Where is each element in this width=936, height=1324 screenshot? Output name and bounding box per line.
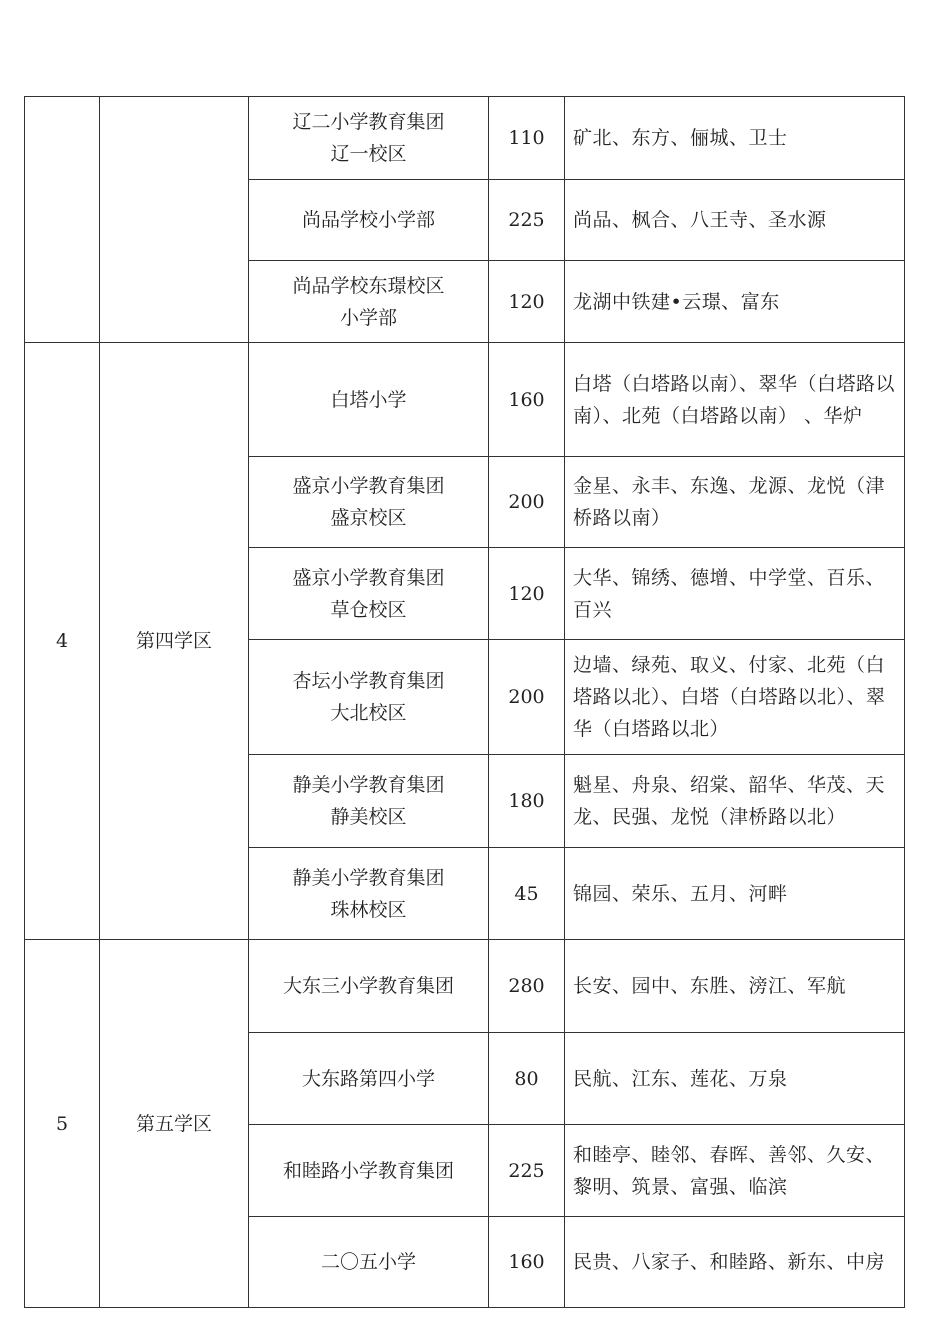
quota-cell: 200 xyxy=(489,457,565,548)
area-cell: 和睦亭、睦邻、春晖、善邻、久安、黎明、筑景、富强、临滨 xyxy=(565,1125,905,1217)
area-cell: 尚品、枫合、八王寺、圣水源 xyxy=(565,180,905,261)
quota-cell: 225 xyxy=(489,180,565,261)
quota-cell: 120 xyxy=(489,548,565,640)
school-name-cell: 和睦路小学教育集团 xyxy=(249,1125,489,1217)
area-cell: 长安、园中、东胜、滂江、军航 xyxy=(565,940,905,1033)
area-cell: 民贵、八家子、和睦路、新东、中房 xyxy=(565,1217,905,1308)
table-row xyxy=(25,940,905,1033)
school-name-cell: 辽二小学教育集团 辽一校区 xyxy=(249,97,489,180)
area-cell: 民航、江东、莲花、万泉 xyxy=(565,1033,905,1125)
table-row xyxy=(25,343,905,457)
school-name-cell: 白塔小学 xyxy=(249,343,489,457)
area-cell: 大华、锦绣、德增、中学堂、百乐、百兴 xyxy=(565,548,905,640)
district-name-cell: 第四学区 xyxy=(100,343,249,940)
school-name-cell: 二〇五小学 xyxy=(249,1217,489,1308)
quota-cell: 180 xyxy=(489,755,565,848)
area-cell: 白塔（白塔路以南）、翠华（白塔路以南）、北苑（白塔路以南） 、华炉 xyxy=(565,343,905,457)
school-name-cell: 盛京小学教育集团 草仓校区 xyxy=(249,548,489,640)
quota-cell: 45 xyxy=(489,848,565,940)
district-name-cell: 第五学区 xyxy=(100,940,249,1308)
quota-cell: 110 xyxy=(489,97,565,180)
school-name-cell: 尚品学校小学部 xyxy=(249,180,489,261)
area-cell: 矿北、东方、俪城、卫士 xyxy=(565,97,905,180)
area-cell: 金星、永丰、东逸、龙源、龙悦（津桥路以南） xyxy=(565,457,905,548)
school-name-cell: 杏坛小学教育集团 大北校区 xyxy=(249,640,489,755)
quota-cell: 80 xyxy=(489,1033,565,1125)
school-name-cell: 大东路第四小学 xyxy=(249,1033,489,1125)
quota-cell: 160 xyxy=(489,1217,565,1308)
district-number-cell xyxy=(25,97,100,343)
quota-cell: 160 xyxy=(489,343,565,457)
quota-cell: 280 xyxy=(489,940,565,1033)
school-name-cell: 盛京小学教育集团 盛京校区 xyxy=(249,457,489,548)
quota-cell: 200 xyxy=(489,640,565,755)
school-name-cell: 尚品学校东璟校区 小学部 xyxy=(249,261,489,343)
school-name-cell: 静美小学教育集团 静美校区 xyxy=(249,755,489,848)
district-number-cell: 4 xyxy=(25,343,100,940)
area-cell: 锦园、荣乐、五月、河畔 xyxy=(565,848,905,940)
quota-cell: 225 xyxy=(489,1125,565,1217)
quota-cell: 120 xyxy=(489,261,565,343)
area-cell: 龙湖中铁建•云璟、富东 xyxy=(565,261,905,343)
school-name-cell: 静美小学教育集团 珠林校区 xyxy=(249,848,489,940)
area-cell: 边墙、绿苑、取义、付家、北苑（白塔路以北）、白塔（白塔路以北）、翠华（白塔路以北） xyxy=(565,640,905,755)
district-name-cell xyxy=(100,97,249,343)
enrollment-table xyxy=(24,96,905,1308)
area-cell: 魁星、舟泉、绍棠、韶华、华茂、天龙、民强、龙悦（津桥路以北） xyxy=(565,755,905,848)
school-name-cell: 大东三小学教育集团 xyxy=(249,940,489,1033)
table-row xyxy=(25,97,905,180)
district-number-cell: 5 xyxy=(25,940,100,1308)
